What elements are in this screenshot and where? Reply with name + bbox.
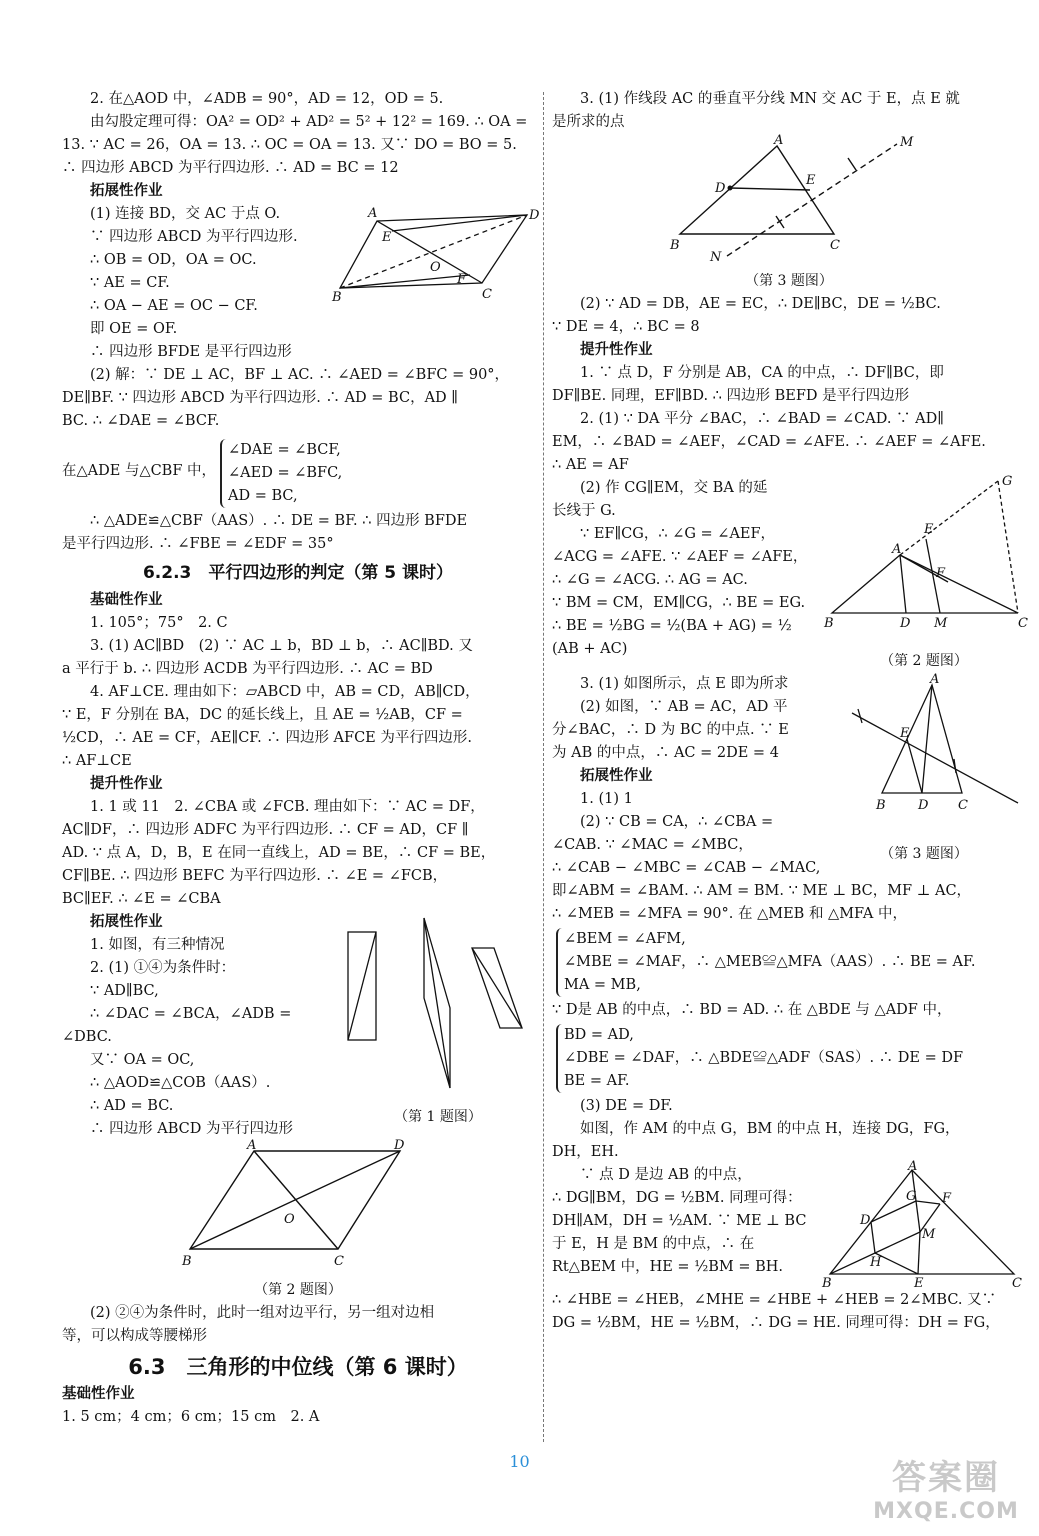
text-line: ∠DBC.: [62, 1029, 112, 1045]
text-line: 分∠BAC，∴ D 为 BC 的中点. ∵ E: [552, 722, 789, 738]
condition-brace: [220, 439, 342, 508]
figure-3b-group: [822, 673, 1026, 866]
text-line: CF∥BE. ∴ 四边形 BEFC 为平行四边形. ∴ ∠E = ∠FCB，: [62, 868, 448, 884]
svg-text:B: B: [822, 1276, 832, 1291]
text-line: 于 E，H 是 BM 的中点，∴ 在: [552, 1236, 755, 1252]
text-line: ∴ AD = BC.: [90, 1098, 174, 1114]
text-line: ∴ OA − AE = OC − CF.: [90, 298, 258, 314]
page-number: 10: [509, 1452, 530, 1471]
text-line: DG = ½BM，HE = ½BM，∴ DG = HE. 同理可得：DH = FG，: [552, 1315, 1000, 1331]
svg-text:M: M: [900, 135, 914, 150]
text-line: DH，EH.: [552, 1144, 619, 1160]
text-line: ∵ AE = CF.: [90, 275, 170, 291]
text-line: 又∵ OA = OC,: [90, 1052, 195, 1068]
condition: AD = BC,: [228, 488, 298, 504]
text-line: ∵ D是 AB 的中点，∴ BD = AD. ∴ 在 △BDE 与 △ADF 中，: [552, 1002, 952, 1018]
text-line: 1. 1 或 11 2. ∠CBA 或 ∠FCB. 理由如下：∵ AC = DF，: [90, 799, 485, 815]
svg-text:N: N: [710, 250, 722, 265]
text-line: Rt△BEM 中，HE = ½BM = BH.: [552, 1259, 784, 1275]
text-line: a 平行于 b. ∴ 四边形 ACDB 为平行四边形. ∴ AC = BD: [62, 661, 433, 677]
condition-brace: [556, 1024, 1026, 1093]
right-column: [552, 88, 1026, 1335]
text-line: ∴ △ADE≌△CBF（AAS）. ∴ DE = BF. ∴ 四边形 BFDE: [90, 513, 468, 529]
figure-caption: （第 3 题图）: [745, 273, 833, 289]
condition: ∠DBE = ∠DAF，∴ △BDE≌△ADF（SAS）. ∴ DE = DF: [564, 1050, 964, 1066]
text-line: 3. (1) AC∥BD (2) ∵ AC ⊥ b，BD ⊥ b，∴ AC∥BD. 又: [90, 638, 473, 654]
figure-caption: （第 2 题图）: [254, 1282, 342, 1298]
text-line: ∵ AD∥BC,: [90, 983, 159, 999]
figure-caption: （第 2 题图）: [880, 653, 968, 669]
svg-text:D: D: [900, 616, 911, 631]
text-line: ∴ ∠CAB − ∠MBC = ∠CAB − ∠MAC,: [552, 860, 821, 876]
svg-text:O: O: [430, 260, 441, 275]
text-line: ∴ ∠HBE = ∠HEB，∠MHE = ∠HBE + ∠HEB = 2∠MBC. 又∵: [552, 1292, 997, 1308]
text-line: ∴ AE = AF: [552, 457, 629, 473]
triangle-midpoint-figure: [552, 133, 1026, 265]
text-line: 4. AF⊥CE. 理由如下：▱ABCD 中，AB = CD，AB∥CD，: [90, 684, 480, 700]
text-line: 13. ∵ AC = 26，OA = 13. ∴ OC = OA = 13. 又∵ DO = BO = 5.: [62, 137, 517, 153]
text-line: 1. (1) 1: [580, 791, 633, 807]
condition: MA = MB,: [564, 977, 641, 993]
figure-2b-group: [822, 474, 1028, 673]
text-line: ∴ OB = OD，OA = OC.: [90, 252, 257, 268]
text-line: 如图，作 AM 的中点 G，BM 的中点 H，连接 DG，FG，: [580, 1121, 960, 1137]
text-line: ∴ DG∥BM，DG = ½BM. 同理可得：: [552, 1190, 802, 1206]
text-line: 1. ∵ 点 D，F 分别是 AB，CA 的中点，∴ DF∥BC，即: [580, 365, 944, 381]
svg-text:B: B: [670, 238, 680, 253]
svg-text:B: B: [332, 290, 342, 305]
text-line: DF∥BE. 同理，EF∥BD. ∴ 四边形 BEFD 是平行四边形: [552, 388, 910, 404]
text-line: 即 OE = OF.: [90, 321, 178, 337]
text-line: 3. (1) 如图所示，点 E 即为所求: [580, 676, 789, 692]
figure-caption: （第 3 题图）: [880, 846, 968, 862]
text-line: ½CD，∴ AE = CF，AE∥CF. ∴ 四边形 AFCE 为平行四边形.: [62, 730, 472, 746]
text-line: 3. (1) 作线段 AC 的垂直平分线 MN 交 AC 于 E，点 E 就: [580, 91, 960, 107]
text-line: ∵ EF∥CG，∴ ∠G = ∠AEF，: [580, 526, 776, 542]
svg-text:E: E: [924, 522, 934, 537]
text-line: (2) 如图，∵ AB = AC，AD 平: [580, 699, 788, 715]
text-line: DH∥AM，DH = ½AM. ∵ ME ⊥ BC: [552, 1213, 807, 1229]
section-heading: 拓展性作业: [90, 183, 163, 199]
column-divider: [543, 92, 544, 1442]
text-line: ∵ DE = 4，∴ BC = 8: [552, 319, 700, 335]
figure-1-group: [342, 934, 534, 1129]
proof-with-figure: [552, 1159, 1026, 1291]
svg-text:E: E: [806, 173, 816, 188]
parallelogram-abcd-figure: [62, 1138, 534, 1271]
angle-bisector-figure: [822, 474, 1028, 642]
left-column: [62, 88, 540, 1429]
svg-text:G: G: [906, 1189, 917, 1204]
svg-text:G: G: [1002, 474, 1013, 489]
text-line: BC. ∴ ∠DAE = ∠BCF.: [62, 413, 220, 429]
svg-text:E: E: [382, 230, 392, 245]
figure-caption: （第 1 题图）: [394, 1109, 482, 1125]
condition-brace: [556, 928, 1026, 997]
text-line: AC∥DF，∴ 四边形 ADFC 为平行四边形. ∴ CF = AD，CF ∥: [62, 822, 469, 838]
parallelogram-bfde-figure: [332, 203, 540, 343]
condition: BE = AF.: [564, 1073, 630, 1089]
text-line: ∴ AF⊥CE: [62, 753, 132, 769]
text-line: 2. 在△AOD 中，∠ADB = 90°，AD = 12，OD = 5.: [90, 91, 444, 107]
text-line: 由勾股定理可得：OA² = OD² + AD² = 5² + 12² = 169. ∴ OA =: [90, 114, 528, 130]
text-line: 1. 5 cm；4 cm；6 cm；15 cm 2. A: [62, 1409, 320, 1425]
svg-text:F: F: [942, 1191, 952, 1206]
text-line: BC∥EF. ∴ ∠E = ∠CBA: [62, 891, 221, 907]
condition: ∠MBE = ∠MAF，∴ △MEB≌△MFA（AAS）. ∴ BE = AF.: [564, 954, 976, 970]
svg-text:H: H: [870, 1255, 882, 1270]
svg-text:A: A: [368, 206, 378, 221]
text-line: AD. ∵ 点 A，D，B，E 在同一直线上，AD = BE，∴ CF = BE，: [62, 845, 496, 861]
svg-text:M: M: [922, 1227, 936, 1242]
section-heading: 基础性作业: [62, 1386, 135, 1402]
text-line: ∴ ∠DAC = ∠BCA，∠ADB =: [90, 1006, 292, 1022]
section-title: 6.2.3 平行四边形的判定（第 5 课时）: [142, 563, 454, 583]
text-line: (1) 连接 BD，交 AC 于点 O.: [90, 206, 281, 222]
svg-text:A: A: [930, 672, 940, 687]
text-line: 长线于 G.: [552, 503, 616, 519]
text-line: ∴ 四边形 ABCD 为平行四边形: [90, 1121, 293, 1137]
text-line: ∴ 四边形 BFDE 是平行四边形: [90, 344, 292, 360]
text-line: (3) DE = DF.: [580, 1098, 673, 1114]
proof-with-figure: [62, 934, 534, 1141]
isosceles-triangle-figure: [822, 673, 1026, 855]
svg-text:C: C: [482, 287, 492, 302]
text-line: (2) 解：∵ DE ⊥ AC，BF ⊥ AC. ∴ ∠AED = ∠BFC = 90°，: [90, 367, 510, 383]
svg-text:F: F: [457, 272, 467, 287]
svg-text:E: E: [914, 1276, 924, 1291]
text-line: 是平行四边形. ∴ ∠FBE = ∠EDF = 35°: [62, 536, 334, 552]
section-heading: 拓展性作业: [90, 914, 163, 930]
text-line: 为 AB 的中点，∴ AC = 2DE = 4: [552, 745, 779, 761]
brace-system: [62, 437, 534, 510]
text-line: ∴ 四边形 ABCD 为平行四边形. ∴ AD = BC = 12: [62, 160, 399, 176]
svg-text:F: F: [936, 566, 946, 581]
section-heading: 基础性作业: [90, 592, 163, 608]
section-heading: 拓展性作业: [580, 768, 653, 784]
svg-text:A: A: [774, 133, 784, 148]
text-line: (2) 作 CG∥EM，交 BA 的延: [580, 480, 768, 496]
text-line: 1. 105°；75° 2. C: [90, 615, 228, 631]
site-watermark: [871, 1450, 1021, 1530]
proof-with-figure: [62, 203, 540, 364]
section-heading: 提升性作业: [580, 342, 653, 358]
text-line: (AB + AC): [552, 641, 628, 657]
text-line: ∴ ∠MEB = ∠MFA = 90°. 在 △MEB 和 △MFA 中，: [552, 906, 907, 922]
midpoint-quadrilateral-figure: [822, 1159, 1026, 1291]
text-line: 2. (1) ①④为条件时：: [90, 960, 236, 976]
svg-text:C: C: [1012, 1276, 1022, 1291]
svg-text:B: B: [182, 1254, 192, 1269]
text-line: (2) ∵ CB = CA，∴ ∠CBA =: [580, 814, 774, 830]
svg-text:C: C: [958, 798, 968, 813]
text-line: 2. (1) ∵ DA 平分 ∠BAC，∴ ∠BAD = ∠CAD. ∵ AD∥: [580, 411, 944, 427]
proof-with-figure: [552, 673, 1026, 880]
svg-text:B: B: [824, 616, 834, 631]
condition: ∠DAE = ∠BCF,: [228, 442, 341, 458]
svg-text:D: D: [918, 798, 929, 813]
text-line: 即∠ABM = ∠BAM. ∴ AM = BM. ∵ ME ⊥ BC，MF ⊥ AC，: [552, 883, 972, 899]
text-line: DE∥BF. ∵ 四边形 ABCD 为平行四边形. ∴ AD = BC，AD ∥: [62, 390, 458, 406]
text-line: 1. 如图，有三种情况: [90, 937, 225, 953]
text-line: ∵ 点 D 是边 AB 的中点，: [580, 1167, 752, 1183]
text-line: 是所求的点: [552, 114, 625, 130]
svg-text:D: D: [860, 1213, 871, 1228]
watermark-logo-text: 答案圈: [892, 1458, 1000, 1498]
text-line: (2) ∵ AD = DB，AE = EC，∴ DE∥BC，DE = ½BC.: [580, 296, 941, 312]
three-cases-figure: [342, 918, 534, 1098]
text-line: (2) ②④为条件时，此时一组对边平行，另一组对边相: [90, 1305, 435, 1321]
condition: ∠BEM = ∠AFM,: [564, 931, 686, 947]
text-line: ∴ △AOD≌△COB（AAS）.: [90, 1075, 271, 1091]
text-line: ∠ACG = ∠AFE. ∵ ∠AEF = ∠AFE，: [552, 549, 808, 565]
text-line: 在△ADE 与△CBF 中，: [62, 463, 217, 479]
svg-text:D: D: [715, 181, 726, 196]
svg-text:D: D: [529, 208, 540, 223]
text-line: ∵ 四边形 ABCD 为平行四边形.: [90, 229, 298, 245]
svg-text:C: C: [334, 1254, 344, 1269]
svg-text:D: D: [394, 1138, 405, 1153]
svg-text:C: C: [830, 238, 840, 253]
svg-text:A: A: [247, 1138, 257, 1153]
section-title: 6.3 三角形的中位线（第 6 课时）: [128, 1355, 468, 1379]
text-line: ∵ BM = CM，EM∥CG，∴ BE = EG.: [552, 595, 806, 611]
text-line: EM，∴ ∠BAD = ∠AEF，∠CAD = ∠AFE. ∴ ∠AEF = ∠AFE.: [552, 434, 986, 450]
proof-with-figure: [552, 474, 1028, 673]
condition: ∠AED = ∠BFC,: [228, 465, 343, 481]
svg-text:E: E: [900, 726, 910, 741]
condition: BD = AD,: [564, 1027, 634, 1043]
section-heading: 提升性作业: [90, 776, 163, 792]
svg-text:M: M: [934, 616, 948, 631]
text-line: ∴ ∠G = ∠ACG. ∴ AG = AC.: [552, 572, 748, 588]
watermark-url: MXQE.COM: [873, 1499, 1019, 1524]
svg-text:A: A: [908, 1159, 918, 1174]
svg-text:A: A: [892, 542, 902, 557]
svg-text:O: O: [284, 1212, 295, 1227]
text-line: ∴ BE = ½BG = ½(BA + AG) = ½: [552, 618, 792, 634]
text-line: ∵ E，F 分别在 BA，DC 的延长线上，且 AE = ½AB，CF =: [62, 707, 463, 723]
svg-text:C: C: [1018, 616, 1028, 631]
text-line: ∠CAB. ∵ ∠MAC = ∠MBC，: [552, 837, 753, 853]
text-line: 等，可以构成等腰梯形: [62, 1328, 207, 1344]
svg-text:B: B: [876, 798, 886, 813]
